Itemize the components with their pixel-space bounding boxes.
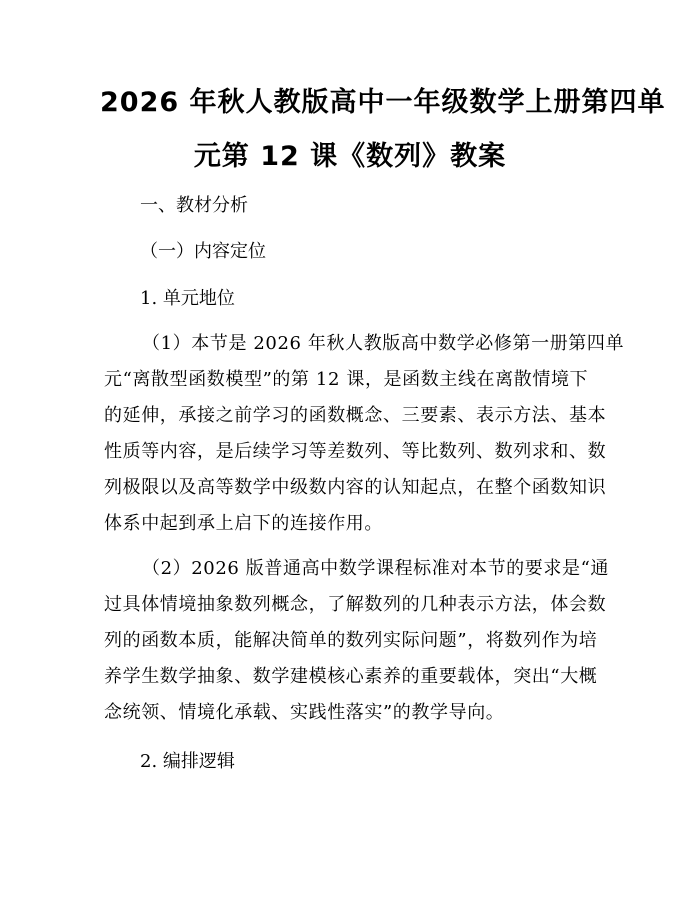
paragraph-line: 性质等内容，是后续学习等差数列、等比数列、数列求和、数 [104,441,607,462]
paragraph-line: 养学生数学抽象、数学建模核心素养的重要载体，突出“大概 [104,666,598,687]
paragraph-line: 的延伸，承接之前学习的函数概念、三要素、表示方法、基本 [104,405,607,426]
paragraph-unit-status [104,326,625,542]
paragraph-line: 过具体情境抽象数列概念，了解数列的几种表示方法，体会数 [104,594,607,615]
item-heading-arrangement-logic: 2. 编排逻辑 [140,751,235,772]
title-line-1: 2026 年秋人教版高中一年级数学上册第四单 [100,87,666,118]
paragraph-line: （2）2026 版普通高中数学课程标准对本节的要求是“通 [142,558,609,579]
item-heading-unit-status: 1. 单元地位 [140,288,235,309]
paragraph-line: 念统领、情境化承载、实践性落实”的教学导向。 [104,702,505,723]
paragraph-line: 体系中起到承上启下的连接作用。 [104,513,383,534]
section-heading-textbook-analysis: 一、教材分析 [140,195,248,216]
document-title [100,76,666,184]
paragraph-line: 列的函数本质，能解决简单的数列实际问题”，将数列作为培 [104,630,598,651]
paragraph-curriculum-standard [104,551,609,731]
paragraph-line: 元“离散型函数模型”的第 12 课，是函数主线在离散情境下 [104,369,589,390]
subsection-heading-content-positioning: （一）内容定位 [140,241,266,262]
paragraph-line: 列极限以及高等数学中级数内容的认知起点，在整个函数知识 [104,477,607,498]
title-line-2: 元第 12 课《数列》教案 [193,141,507,172]
paragraph-line: （1）本节是 2026 年秋人教版高中数学必修第一册第四单 [142,333,625,354]
